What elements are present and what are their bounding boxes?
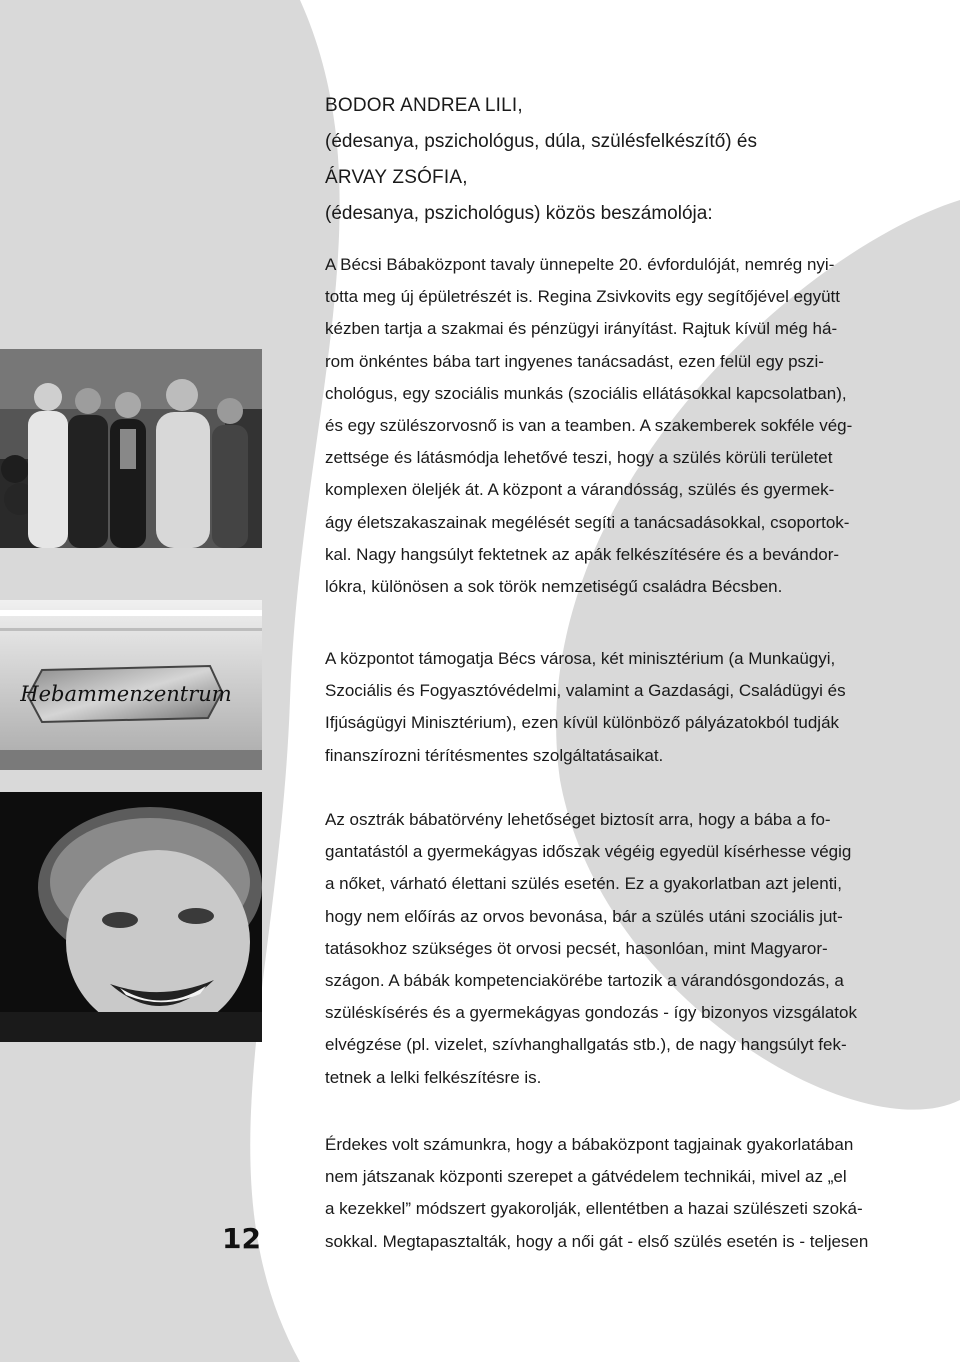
text-line: zettsége és látásmódja lehetővé teszi, hogy a szülés körüli területet xyxy=(325,448,833,468)
text-line: Ifjúságügyi Minisztérium), ezen kívül különböző pályázatokból tudják xyxy=(325,713,840,733)
text-line: chológus, egy szociális munkás (szociális ellátásokkal kapcsolatban), xyxy=(325,383,847,403)
text-line: rom önkéntes bába tart ingyenes tanácsadást, ezen felül egy pszi- xyxy=(325,351,824,371)
text-line: szágon. A bábák kompetenciakörébe tartozik a várandósgondozás, a xyxy=(325,971,844,991)
text-line: sokkal. Megtapasztalták, hogy a női gát - első szülés esetén is - teljesen xyxy=(325,1231,869,1251)
hebammenzentrum-sign-photo xyxy=(0,600,262,770)
text-line: kal. Nagy hangsúlyt fektetnek az apák felkészítésére és a bevándor- xyxy=(325,544,840,564)
text-line: A központot támogatja Bécs városa, két minisztérium (a Munkaügyi, xyxy=(325,649,836,668)
sign-text: Hebammenzentrum xyxy=(20,682,232,706)
portrait-photo xyxy=(0,792,262,1042)
text-line: gantatástól a gyermekágyas időszak végéig egyedül kísérhesse végig xyxy=(325,842,852,862)
author-1-name: BODOR ANDREA LILI, xyxy=(325,95,523,116)
author-2-role: (édesanya, pszichológus) közös beszámolója: xyxy=(325,203,713,224)
text-line: finanszírozni térítésmentes szolgáltatásaikat. xyxy=(325,745,664,765)
text-line: szüléskísérés és a gyermekágyas gondozás - így bizonyos vizsgálatok xyxy=(325,1003,857,1023)
text-line: nem játszanak központi szerepet a gátvédelem technikái, mivel az „el xyxy=(325,1167,847,1187)
text-line: lókra, különösen a sok török nemzetiségű családra Bécsben. xyxy=(325,577,783,597)
paragraph-1 xyxy=(325,249,873,603)
text-line: hogy nem előírás az orvos bevonása, bár a szülés utáni szociális jut- xyxy=(325,906,843,926)
text-line: Szociális és Fogyasztóvédelmi, valamint a Gazdasági, Családügyi és xyxy=(325,681,846,701)
author-2-name: ÁRVAY ZSÓFIA, xyxy=(325,167,468,188)
article-header xyxy=(325,88,885,232)
author-1-role: (édesanya, pszichológus, dúla, szülésfelkészítő) és xyxy=(325,131,757,152)
page-number: 12 xyxy=(222,1222,261,1255)
text-line: a kezekkel” módszert gyakorolják, ellentétben a hazai szülészeti szoká- xyxy=(325,1199,863,1219)
text-line: ágy életszakaszainak megélését segíti a tanácsadásokkal, csoportok- xyxy=(325,512,850,532)
text-line: elvégzése (pl. vizelet, szívhanghallgatás stb.), de nagy hangsúlyt fek- xyxy=(325,1035,847,1055)
paragraph-4 xyxy=(325,1129,873,1258)
text-line: a nőket, várható élettani szülés esetén. Ez a gyakorlatban azt jelenti, xyxy=(325,874,842,894)
text-line: komplexen öleljék át. A központ a várandósság, szülés és gyermek- xyxy=(325,480,835,500)
text-line: A Bécsi Bábaközpont tavaly ünnepelte 20. évfordulóját, nemrég nyi- xyxy=(325,255,835,274)
text-line: tetnek a lelki felkészítésre is. xyxy=(325,1067,542,1087)
group-photo xyxy=(0,349,262,548)
paragraph-2 xyxy=(325,643,873,772)
text-line: Érdekes volt számunkra, hogy a bábaközpont tagjainak gyakorlatában xyxy=(325,1135,854,1154)
text-line: és egy szülészorvosnő is van a teamben. A szakemberek sokféle vég- xyxy=(325,416,853,436)
text-line: Az osztrák bábatörvény lehetőséget biztosít arra, hogy a bába a fo- xyxy=(325,810,831,829)
text-line: kézben tartja a szakmai és pénzügyi irányítást. Rajtuk kívül még há- xyxy=(325,319,838,339)
paragraph-3 xyxy=(325,804,873,1094)
text-line: tatásokhoz szükséges öt orvosi pecsét, hasonlóan, mint Magyaror- xyxy=(325,938,828,958)
text-line: totta meg új épületrészét is. Regina Zsivkovits egy segítőjével együtt xyxy=(325,287,840,307)
